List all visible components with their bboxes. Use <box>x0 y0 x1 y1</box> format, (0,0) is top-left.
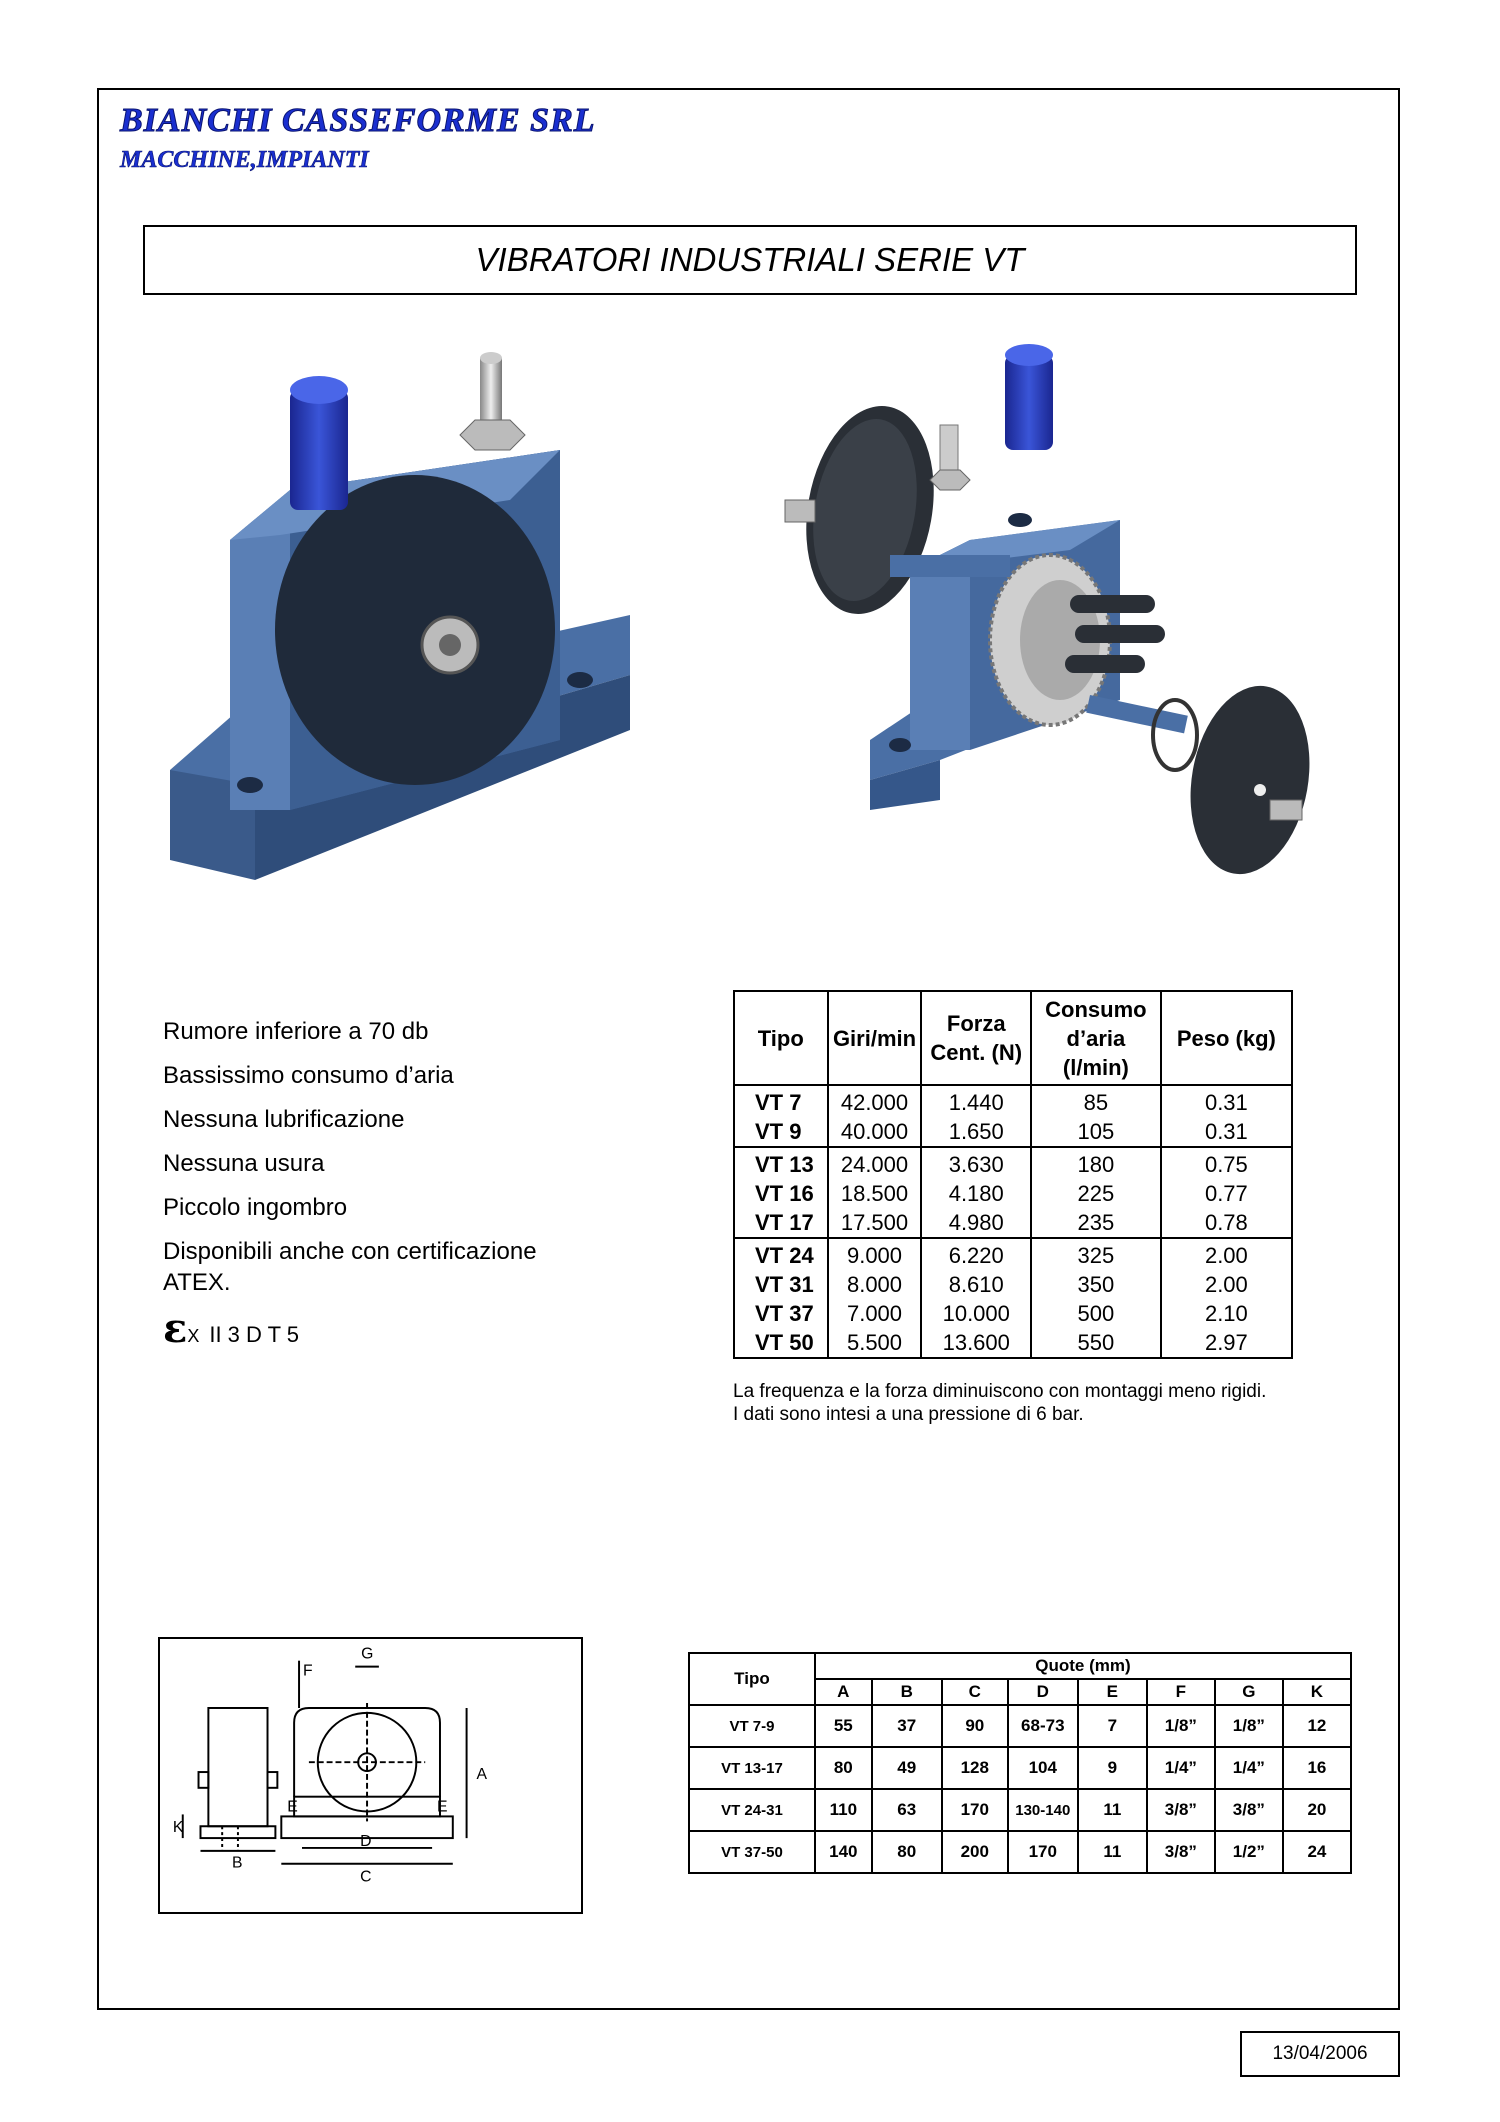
value-cell: 24 <box>1283 1831 1351 1873</box>
value-cell: 17.500 <box>828 1208 922 1238</box>
model-cell: VT 9 <box>734 1117 828 1147</box>
table-row <box>689 1705 1351 1747</box>
value-cell: 110 <box>815 1789 872 1831</box>
value-cell: 170 <box>1008 1831 1078 1873</box>
value-cell: 20 <box>1283 1789 1351 1831</box>
value-cell: 40.000 <box>828 1117 922 1147</box>
atex-code: II 3 D T 5 <box>209 1322 300 1347</box>
table-row <box>734 1117 1292 1147</box>
value-cell: 10.000 <box>921 1299 1031 1328</box>
value-cell: 80 <box>815 1747 872 1789</box>
value-cell: 200 <box>942 1831 1008 1873</box>
atex-symbol: ε <box>163 1305 188 1352</box>
table-row <box>734 1085 1292 1117</box>
dimensions-table-body <box>689 1653 1351 1873</box>
dimension-column-header: G <box>1215 1679 1283 1705</box>
feature-item: Piccolo ingombro <box>163 1194 348 1221</box>
value-cell: 180 <box>1031 1147 1161 1179</box>
value-cell: 550 <box>1031 1328 1161 1358</box>
dimension-column-header: F <box>1147 1679 1215 1705</box>
label-e-left: E <box>287 1798 298 1816</box>
company-subtitle: MACCHINE,IMPIANTI <box>120 147 369 173</box>
value-cell: 9.000 <box>828 1238 922 1270</box>
value-cell: 225 <box>1031 1179 1161 1208</box>
dimension-column-header: D <box>1008 1679 1078 1705</box>
value-cell: 2.10 <box>1161 1299 1292 1328</box>
feature-list <box>163 1010 603 1298</box>
value-cell: 2.97 <box>1161 1328 1292 1358</box>
model-cell: VT 37-50 <box>689 1831 815 1873</box>
value-cell: 63 <box>872 1789 942 1831</box>
value-cell: 11 <box>1078 1831 1147 1873</box>
performance-table <box>733 990 1293 1359</box>
table-row <box>734 1328 1292 1358</box>
dimension-column-header: K <box>1283 1679 1351 1705</box>
vibrator-exploded-image <box>760 340 1330 900</box>
dimension-drawing <box>158 1637 583 1914</box>
value-cell: 3/8” <box>1147 1789 1215 1831</box>
feature-item: Bassissimo consumo d’aria <box>163 1062 454 1089</box>
model-cell: VT 24 <box>734 1238 828 1270</box>
label-c: C <box>360 1868 372 1886</box>
dimension-column-header: A <box>815 1679 872 1705</box>
label-a: A <box>476 1765 487 1783</box>
value-cell: 235 <box>1031 1208 1161 1238</box>
side-view-body <box>208 1708 267 1826</box>
value-cell: 7 <box>1078 1705 1147 1747</box>
feature-item: Nessuna lubrificazione <box>163 1106 405 1133</box>
model-cell: VT 13 <box>734 1147 828 1179</box>
value-cell: 1/2” <box>1215 1831 1283 1873</box>
value-cell: 2.00 <box>1161 1238 1292 1270</box>
value-cell: 170 <box>942 1789 1008 1831</box>
table-notes <box>733 1380 1266 1426</box>
value-cell: 1.650 <box>921 1117 1031 1147</box>
atex-subscript: X <box>187 1326 200 1346</box>
quote-header: Quote (mm) <box>815 1653 1351 1679</box>
column-header: Peso (kg) <box>1161 991 1292 1085</box>
value-cell: 128 <box>942 1747 1008 1789</box>
performance-table-body <box>734 1085 1292 1358</box>
value-cell: 1.440 <box>921 1085 1031 1117</box>
value-cell: 55 <box>815 1705 872 1747</box>
value-cell: 80 <box>872 1831 942 1873</box>
value-cell: 500 <box>1031 1299 1161 1328</box>
value-cell: 1/4” <box>1147 1747 1215 1789</box>
value-cell: 0.75 <box>1161 1147 1292 1179</box>
value-cell: 0.77 <box>1161 1179 1292 1208</box>
value-cell: 105 <box>1031 1117 1161 1147</box>
model-cell: VT 7 <box>734 1085 828 1117</box>
column-header: Consumo d’aria (l/min) <box>1031 991 1161 1085</box>
model-cell: VT 24-31 <box>689 1789 815 1831</box>
value-cell: 90 <box>942 1705 1008 1747</box>
value-cell: 16 <box>1283 1747 1351 1789</box>
model-cell: VT 50 <box>734 1328 828 1358</box>
value-cell: 4.180 <box>921 1179 1031 1208</box>
value-cell: 49 <box>872 1747 942 1789</box>
table-row <box>689 1747 1351 1789</box>
value-cell: 85 <box>1031 1085 1161 1117</box>
column-header: Giri/min <box>828 991 922 1085</box>
model-cell: VT 7-9 <box>689 1705 815 1747</box>
table-row <box>734 1270 1292 1299</box>
value-cell: 68-73 <box>1008 1705 1078 1747</box>
table-row <box>689 1831 1351 1873</box>
label-g: G <box>361 1645 374 1663</box>
value-cell: 1/8” <box>1147 1705 1215 1747</box>
dimension-column-header: B <box>872 1679 942 1705</box>
dimensions-table <box>688 1652 1352 1874</box>
table-row <box>734 1147 1292 1179</box>
value-cell: 3.630 <box>921 1147 1031 1179</box>
value-cell: 18.500 <box>828 1179 922 1208</box>
label-k: K <box>172 1819 184 1837</box>
value-cell: 4.980 <box>921 1208 1031 1238</box>
label-f: F <box>302 1662 313 1680</box>
value-cell: 37 <box>872 1705 942 1747</box>
page-title: VIBRATORI INDUSTRIALI SERIE VT <box>143 225 1357 295</box>
table-row <box>734 1208 1292 1238</box>
value-cell: 0.31 <box>1161 1085 1292 1117</box>
value-cell: 5.500 <box>828 1328 922 1358</box>
note-line: La frequenza e la forza diminuiscono con montaggi meno rigidi. <box>733 1381 1267 1402</box>
table-row <box>734 1179 1292 1208</box>
model-cell: VT 13-17 <box>689 1747 815 1789</box>
document-date: 13/04/2006 <box>1240 2031 1400 2077</box>
value-cell: 13.600 <box>921 1328 1031 1358</box>
value-cell: 140 <box>815 1831 872 1873</box>
label-b: B <box>232 1854 243 1872</box>
value-cell: 3/8” <box>1215 1789 1283 1831</box>
value-cell: 42.000 <box>828 1085 922 1117</box>
company-name: BIANCHI CASSEFORME SRL <box>120 102 596 139</box>
model-cell: VT 37 <box>734 1299 828 1328</box>
dimension-column-header: C <box>942 1679 1008 1705</box>
column-header: Tipo <box>734 991 828 1085</box>
feature-item: Rumore inferiore a 70 db <box>163 1018 429 1045</box>
table-row <box>734 1299 1292 1328</box>
label-e-right: E <box>437 1798 448 1816</box>
value-cell: 11 <box>1078 1789 1147 1831</box>
note-line: I dati sono intesi a una pressione di 6 bar. <box>733 1404 1084 1425</box>
value-cell: 7.000 <box>828 1299 922 1328</box>
value-cell: 0.31 <box>1161 1117 1292 1147</box>
value-cell: 24.000 <box>828 1147 922 1179</box>
tipo-header: Tipo <box>689 1653 815 1705</box>
model-cell: VT 17 <box>734 1208 828 1238</box>
value-cell: 6.220 <box>921 1238 1031 1270</box>
value-cell: 12 <box>1283 1705 1351 1747</box>
value-cell: 1/8” <box>1215 1705 1283 1747</box>
value-cell: 3/8” <box>1147 1831 1215 1873</box>
value-cell: 325 <box>1031 1238 1161 1270</box>
table-row <box>689 1789 1351 1831</box>
model-cell: VT 16 <box>734 1179 828 1208</box>
value-cell: 2.00 <box>1161 1270 1292 1299</box>
value-cell: 350 <box>1031 1270 1161 1299</box>
model-cell: VT 31 <box>734 1270 828 1299</box>
value-cell: 0.78 <box>1161 1208 1292 1238</box>
value-cell: 8.610 <box>921 1270 1031 1299</box>
value-cell: 130-140 <box>1008 1789 1078 1831</box>
vibrator-assembled-image <box>160 340 640 900</box>
feature-item: Nessuna usura <box>163 1150 325 1177</box>
table-row <box>734 1238 1292 1270</box>
feature-item: Disponibili anche con certificazione ATEX. <box>163 1238 537 1296</box>
value-cell: 8.000 <box>828 1270 922 1299</box>
value-cell: 9 <box>1078 1747 1147 1789</box>
column-header: Forza Cent. (N) <box>921 991 1031 1085</box>
value-cell: 1/4” <box>1215 1747 1283 1789</box>
atex-marking <box>163 1305 299 1352</box>
value-cell: 104 <box>1008 1747 1078 1789</box>
dimension-column-header: E <box>1078 1679 1147 1705</box>
label-d: D <box>360 1832 372 1850</box>
